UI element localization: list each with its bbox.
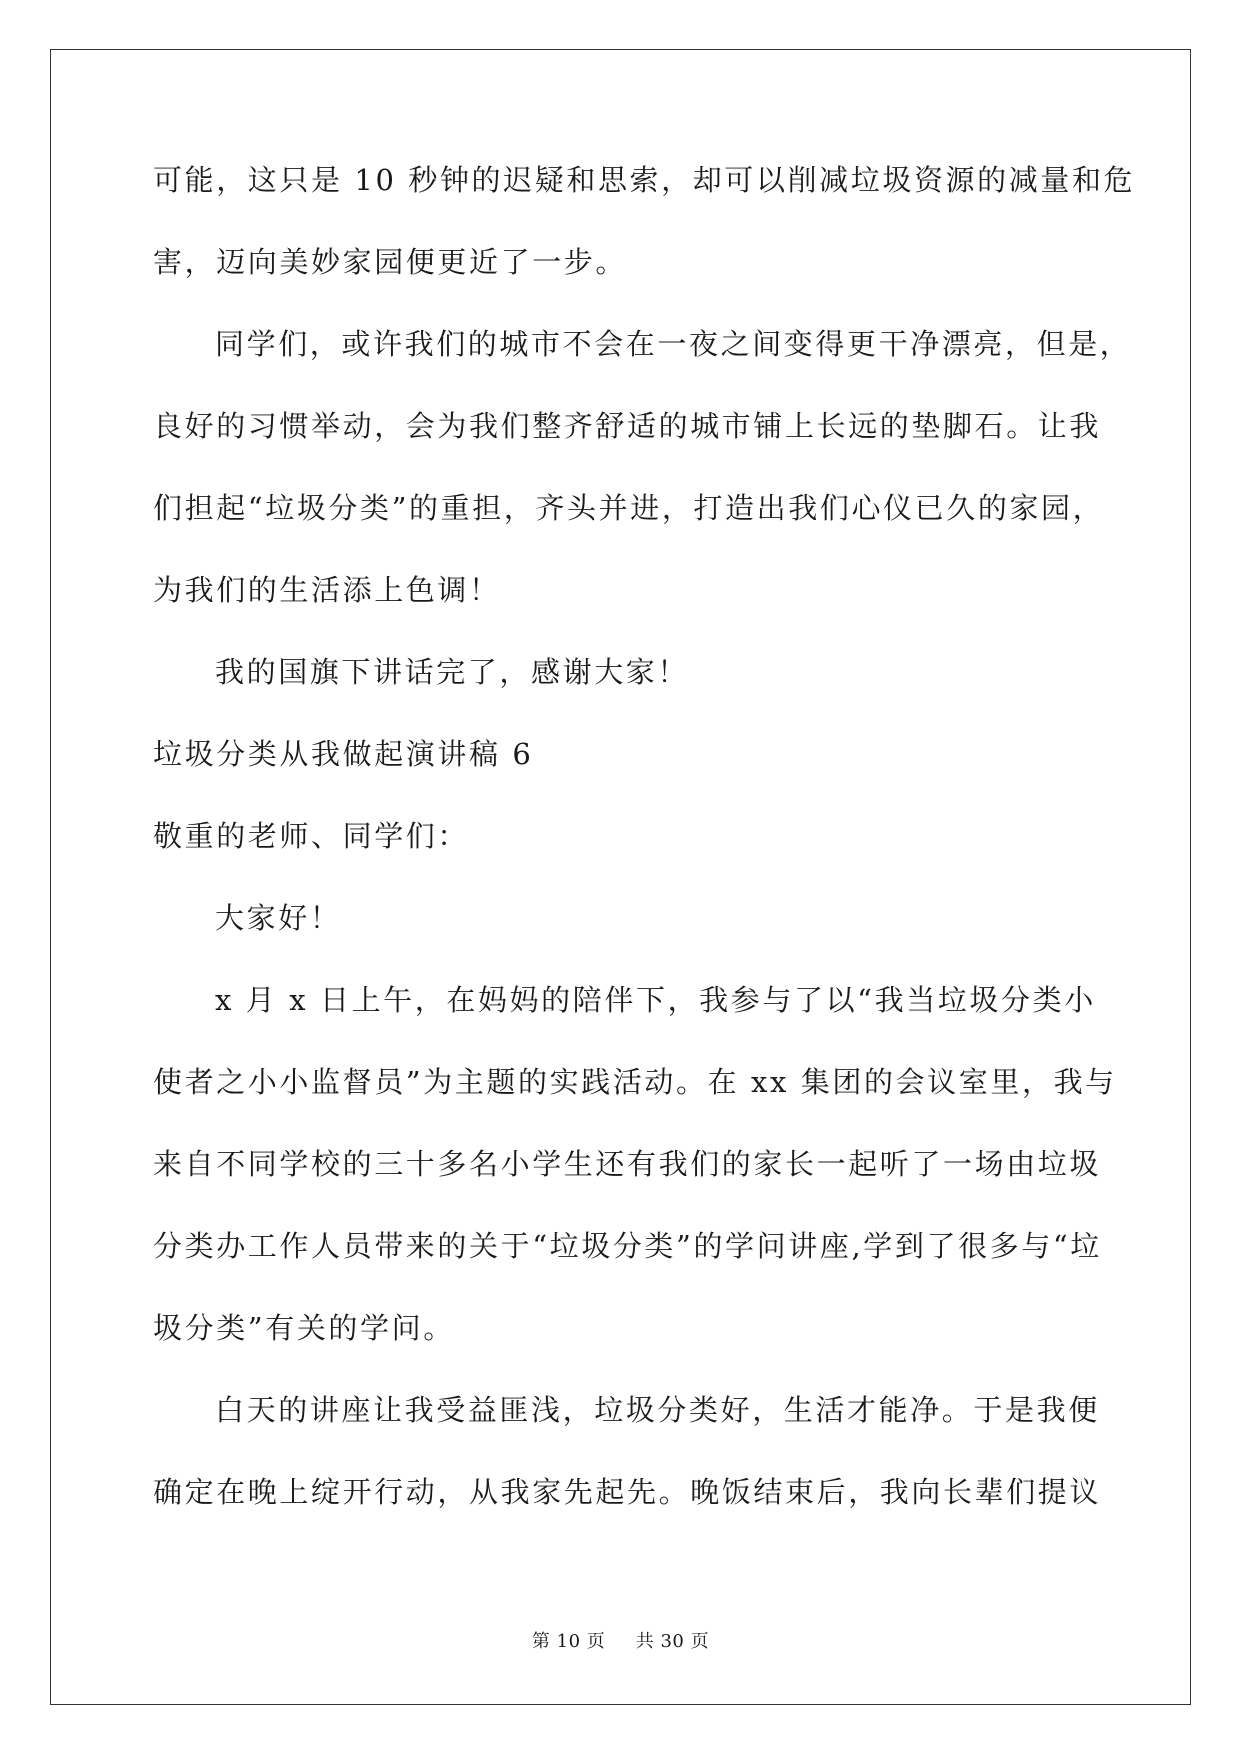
page-number-current: 第 10 页 [531, 1631, 606, 1652]
salutation-line: 敬重的老师、同学们： [153, 819, 470, 853]
greeting-line: 大家好！ [215, 901, 342, 935]
text-line: 害，迈向美妙家园便更近了一步。 [153, 245, 628, 279]
paragraph-start-line: 我的国旗下讲话完了，感谢大家！ [215, 655, 690, 689]
text-line: 可能，这只是 10 秒钟的迟疑和思索，却可以削减垃圾资源的减量和危 [153, 163, 1136, 197]
document-body [153, 160, 1136, 1554]
paragraph-start-line: x 月 x 日上午，在妈妈的陪伴下，我参与了以“我当垃圾分类小 [215, 983, 1096, 1017]
text-line: 来自不同学校的三十多名小学生还有我们的家长一起听了一场由垃圾 [153, 1147, 1102, 1181]
text-line: 们担起“垃圾分类”的重担，齐头并进，打造出我们心仪已久的家园， [153, 491, 1105, 525]
paragraph-start-line: 白天的讲座让我受益匪浅，垃圾分类好，生活才能净。于是我便 [215, 1393, 1100, 1427]
text-line: 良好的习惯举动，会为我们整齐舒适的城市铺上长远的垫脚石。让我 [153, 409, 1102, 443]
text-line: 分类办工作人员带来的关于“垃圾分类”的学问讲座,学到了很多与“垃 [153, 1229, 1102, 1263]
paragraph-start-line: 同学们，或许我们的城市不会在一夜之间变得更干净漂亮，但是， [215, 327, 1132, 361]
page-footer [0, 1631, 1241, 1653]
text-line: 确定在晚上绽开行动，从我家先起先。晚饭结束后，我向长辈们提议 [153, 1475, 1102, 1509]
text-line: 使者之小小监督员”为主题的实践活动。在 xx 集团的会议室里，我与 [153, 1065, 1117, 1099]
text-line: 圾分类”有关的学问。 [153, 1311, 455, 1345]
page-number-total: 共 30 页 [635, 1631, 710, 1652]
text-line: 为我们的生活添上色调！ [153, 573, 501, 607]
section-heading: 垃圾分类从我做起演讲稿 6 [153, 737, 534, 771]
